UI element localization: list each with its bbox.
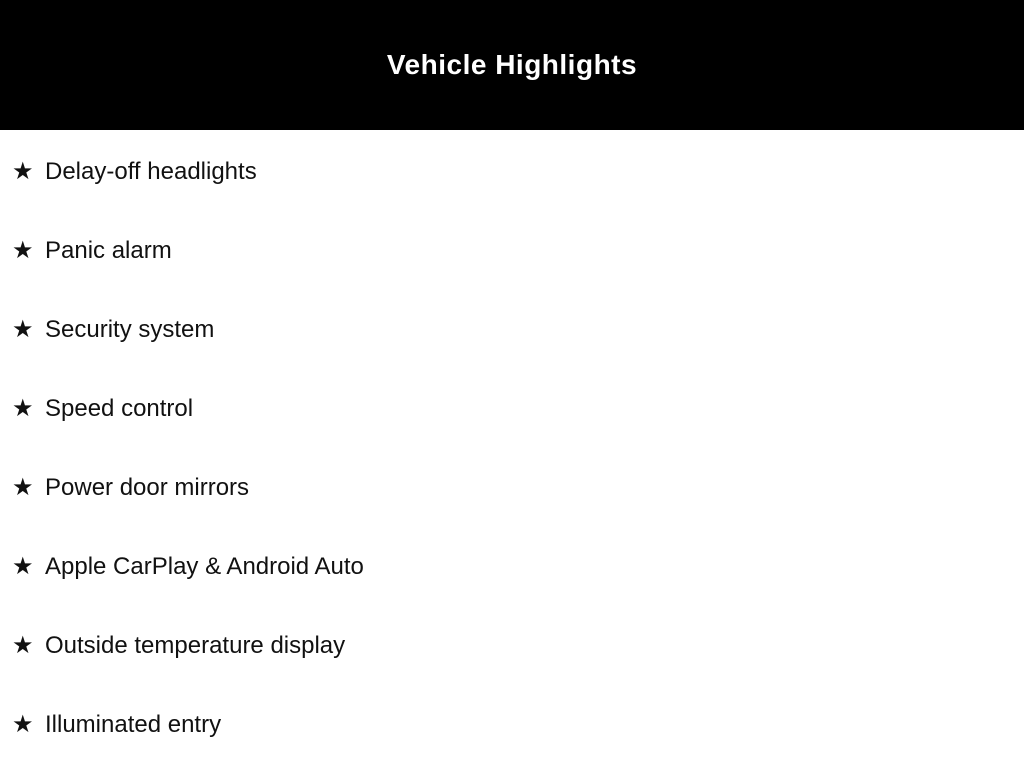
list-item <box>12 606 1024 685</box>
list-item-label: Illuminated entry <box>45 710 222 738</box>
list-item-label: Outside temperature display <box>45 631 346 659</box>
star-icon: ★ <box>12 552 34 580</box>
list-item <box>12 527 1024 606</box>
page-title: Vehicle Highlights <box>386 49 638 80</box>
list-item-label: Speed control <box>45 394 194 422</box>
list-item-label: Security system <box>45 315 215 343</box>
list-item <box>12 448 1024 527</box>
star-icon: ★ <box>12 473 34 501</box>
list-item <box>12 290 1024 369</box>
list-item <box>12 685 1024 764</box>
list-item <box>12 132 1024 211</box>
list-item <box>12 369 1024 448</box>
star-icon: ★ <box>12 631 34 659</box>
star-icon: ★ <box>12 710 34 738</box>
page-header <box>0 0 1024 130</box>
star-icon: ★ <box>12 315 34 343</box>
list-item-label: Apple CarPlay & Android Auto <box>45 552 364 580</box>
star-icon: ★ <box>12 394 34 422</box>
star-icon: ★ <box>12 236 34 264</box>
list-item-label: Delay-off headlights <box>45 157 257 185</box>
list-item-label: Power door mirrors <box>45 473 250 501</box>
list-item <box>12 211 1024 290</box>
vehicle-highlights-list <box>0 130 1024 764</box>
list-item-label: Panic alarm <box>45 236 172 264</box>
star-icon: ★ <box>12 157 34 185</box>
